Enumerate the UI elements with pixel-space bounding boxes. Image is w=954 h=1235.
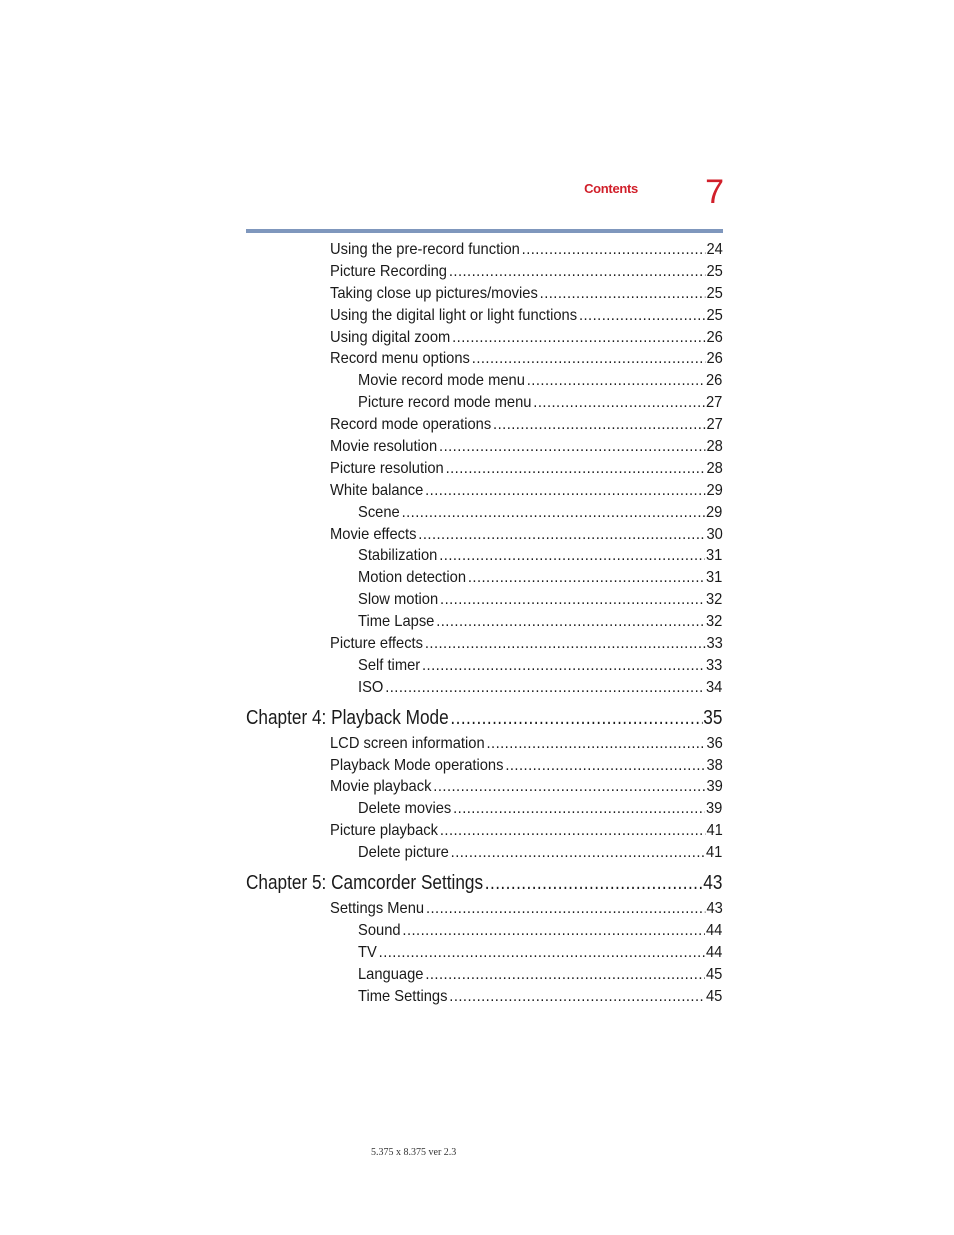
toc-entry-page: 32	[705, 591, 723, 609]
toc-entry-label: LCD screen information	[330, 734, 485, 752]
toc-entry-page: 31	[705, 569, 723, 587]
toc-entry[interactable]	[330, 327, 723, 349]
dot-leader	[425, 633, 706, 655]
toc-entry[interactable]	[358, 986, 722, 1008]
toc-entry-page: 41	[706, 822, 723, 840]
toc-entry[interactable]	[358, 842, 722, 864]
toc-entry-label: White balance	[330, 481, 424, 499]
toc-entry-page: 36	[706, 734, 723, 752]
dot-leader	[446, 458, 706, 480]
toc-entry-page: 35	[703, 706, 723, 729]
toc-entry[interactable]	[358, 502, 722, 524]
dot-leader	[439, 436, 706, 458]
toc-entry-page: 44	[705, 921, 723, 939]
toc-entry-label: Scene	[358, 503, 400, 521]
dot-leader	[433, 776, 705, 798]
dot-leader	[402, 920, 705, 942]
toc-entry-label: Movie record mode menu	[358, 372, 525, 390]
dot-leader	[418, 524, 705, 546]
toc-entry[interactable]	[330, 733, 723, 755]
toc-entry[interactable]	[358, 392, 722, 414]
dot-leader	[449, 261, 706, 283]
toc-entry-label: Playback Mode operations	[330, 756, 504, 774]
dot-leader	[505, 755, 705, 777]
toc-entry[interactable]	[358, 942, 722, 964]
toc-entry[interactable]	[358, 655, 722, 677]
toc-entry-label: Chapter 5: Camcorder Settings	[246, 872, 484, 895]
toc-entry-page: 45	[705, 965, 723, 983]
toc-entry-page: 31	[705, 547, 723, 565]
toc-entry-label: Picture record mode menu	[358, 394, 532, 412]
dot-leader	[436, 611, 705, 633]
toc-entry-page: 45	[705, 987, 723, 1005]
toc-entry-page: 29	[705, 503, 723, 521]
toc-entry-label: Delete picture	[358, 844, 449, 862]
toc-entry-label: Using digital zoom	[330, 328, 451, 346]
toc-entry[interactable]	[358, 964, 722, 986]
toc-entry-label: Movie playback	[330, 778, 432, 796]
page-number: 7	[705, 173, 724, 211]
footer-note: 5.375 x 8.375 ver 2.3	[371, 1147, 457, 1158]
toc-entry-page: 27	[705, 394, 723, 412]
dot-leader	[486, 733, 705, 755]
toc-entry-label: Delete movies	[358, 800, 452, 818]
dot-leader	[422, 655, 705, 677]
toc-entry[interactable]	[358, 567, 722, 589]
toc-entry[interactable]	[358, 920, 722, 942]
dot-leader	[522, 239, 706, 261]
toc-entry-page: 24	[706, 241, 723, 258]
dot-leader	[533, 392, 705, 414]
dot-leader	[527, 370, 705, 392]
toc-entry-label: Using the pre-record function	[330, 241, 520, 258]
dot-leader	[402, 502, 705, 524]
dot-leader	[449, 986, 705, 1008]
dot-leader	[385, 677, 705, 699]
toc-entry[interactable]	[358, 677, 722, 699]
dot-leader	[426, 898, 706, 920]
toc-entry[interactable]	[330, 348, 723, 370]
dot-leader	[439, 545, 705, 567]
toc-entry-label: Movie effects	[330, 525, 417, 543]
toc-entry[interactable]	[330, 261, 723, 283]
toc-entry-page: 33	[705, 656, 723, 674]
toc-entry-label: Record menu options	[330, 350, 470, 368]
toc-entry[interactable]	[330, 480, 723, 502]
toc-entry[interactable]	[358, 370, 722, 392]
dot-leader	[440, 820, 706, 842]
dot-leader	[425, 964, 705, 986]
toc-entry-page: 43	[706, 900, 723, 918]
toc-entry-label: Picture resolution	[330, 459, 444, 477]
toc-entry-page: 32	[705, 613, 723, 631]
toc-entry-page: 30	[706, 525, 723, 543]
toc-entry[interactable]	[358, 545, 722, 567]
toc-entry-label: Picture playback	[330, 822, 438, 840]
toc-entry-label: Stabilization	[358, 547, 438, 565]
toc-entry[interactable]	[358, 798, 722, 820]
dot-leader	[379, 942, 705, 964]
dot-leader	[485, 870, 703, 896]
toc-entry-label: ISO	[358, 678, 384, 696]
toc-entry-page: 28	[706, 438, 723, 456]
toc-entry[interactable]	[330, 776, 723, 798]
dot-leader	[579, 305, 706, 327]
toc-entry-page: 41	[705, 844, 723, 862]
toc-entry[interactable]	[330, 305, 723, 327]
toc-entry-page: 25	[706, 262, 723, 280]
dot-leader	[440, 589, 705, 611]
toc-entry-page: 43	[703, 872, 723, 895]
toc-entry-label: Time Settings	[358, 987, 448, 1005]
toc-entry-page: 44	[705, 943, 723, 961]
toc-entry[interactable]	[330, 524, 723, 546]
toc-entry-page: 26	[706, 350, 723, 368]
dot-leader	[493, 414, 706, 436]
toc-entry-label: Sound	[358, 921, 401, 939]
toc-entry[interactable]	[330, 633, 723, 655]
toc-entry-page: 39	[705, 800, 723, 818]
dot-leader	[540, 283, 706, 305]
dot-leader	[468, 567, 705, 589]
toc-entry-page: 29	[706, 481, 723, 499]
toc-entry[interactable]	[330, 414, 723, 436]
toc-entry-page: 27	[706, 416, 723, 434]
toc-entry-label: Slow motion	[358, 591, 439, 609]
toc-entry-label: Record mode operations	[330, 416, 492, 434]
dot-leader	[452, 327, 705, 349]
toc-entry-page: 26	[706, 328, 723, 346]
toc-entry-label: Time Lapse	[358, 613, 435, 631]
toc-entry-label: Settings Menu	[330, 900, 425, 918]
toc-entry-label: Using the digital light or light functions	[330, 306, 578, 324]
dot-leader	[472, 348, 706, 370]
running-header-title: Contents	[584, 181, 638, 196]
toc-entry-label: Motion detection	[358, 569, 467, 587]
toc-entry-page: 38	[706, 756, 723, 774]
toc-entry[interactable]	[330, 755, 723, 777]
toc-chapter-entry[interactable]	[246, 870, 722, 896]
toc-entry-page: 28	[706, 459, 723, 477]
dot-leader	[453, 798, 705, 820]
dot-leader	[451, 842, 705, 864]
toc-chapter-entry[interactable]	[246, 705, 722, 731]
toc-entry-page: 39	[706, 778, 723, 796]
dot-leader	[450, 705, 702, 731]
toc-entry-label: Language	[358, 965, 424, 983]
table-of-contents	[246, 239, 722, 1008]
toc-entry-page: 34	[705, 678, 723, 696]
dot-leader	[425, 480, 705, 502]
toc-entry[interactable]	[330, 820, 723, 842]
toc-entry[interactable]	[330, 436, 723, 458]
toc-entry[interactable]	[330, 239, 723, 261]
toc-entry[interactable]	[358, 611, 722, 633]
toc-entry-label: TV	[358, 943, 377, 961]
toc-entry[interactable]	[330, 283, 723, 305]
toc-entry-page: 26	[705, 372, 723, 390]
header-rule	[246, 229, 723, 233]
toc-entry-label: Taking close up pictures/movies	[330, 284, 538, 302]
toc-entry[interactable]	[330, 458, 723, 480]
toc-entry-label: Movie resolution	[330, 438, 438, 456]
toc-entry-label: Self timer	[358, 656, 421, 674]
toc-entry-page: 33	[706, 635, 723, 653]
toc-entry-label: Chapter 4: Playback Mode	[246, 706, 449, 729]
toc-entry-page: 25	[706, 306, 723, 324]
toc-entry-label: Picture Recording	[330, 262, 447, 280]
toc-entry[interactable]	[358, 589, 722, 611]
toc-entry[interactable]	[330, 898, 723, 920]
toc-entry-label: Picture effects	[330, 635, 424, 653]
toc-entry-page: 25	[706, 284, 723, 302]
